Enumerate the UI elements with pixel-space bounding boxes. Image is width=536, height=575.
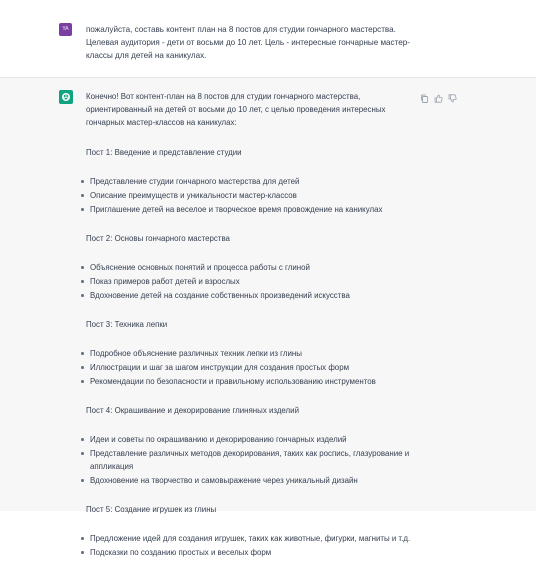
user-avatar: YA [59, 23, 72, 36]
post-heading: Пост 2: Основы гончарного мастерства [86, 234, 230, 243]
thumbs-down-icon[interactable] [448, 90, 457, 99]
list-item: Представление студии гончарного мастерства для детей [86, 175, 421, 188]
assistant-message [0, 78, 536, 557]
post-heading: Пост 5: Создание игрушек из глины [86, 505, 217, 514]
post-heading: Пост 1: Введение и представление студии [86, 148, 242, 157]
message-actions [420, 90, 460, 100]
list-item: Рекомендации по безопасности и правильному использованию инструментов [86, 375, 421, 388]
list-item: Подробное объяснение различных техник лепки из глины [86, 347, 421, 360]
assistant-message-body [86, 90, 421, 575]
post-items [86, 347, 421, 388]
list-item: Описание преимуществ и уникальности мастер-классов [86, 189, 421, 202]
list-item: Вдохновение детей на создание собственных произведений искусства [86, 289, 421, 302]
list-item: Предложение идей для создания игрушек, таких как животные, фигурки, магниты и т.д. [86, 532, 421, 545]
list-item: Подсказки по созданию простых и веселых форм [86, 546, 421, 559]
assistant-intro: Конечно! Вот контент-план на 8 постов для студии гончарного мастерства, ориентированный на детей от восьми до 10 лет, с целью проведения интересных гончарных мастер-классов на каникулах: [86, 92, 386, 127]
list-item: Объяснение основных понятий и процесса работы с глиной [86, 261, 421, 274]
list-item: Иллюстрации и шаг за шагом инструкции для создания простых форм [86, 361, 421, 374]
list-item: Показ примеров работ детей и взрослых [86, 275, 421, 288]
thumbs-up-icon[interactable] [434, 90, 443, 99]
post-heading: Пост 4: Окрашивание и декорирование глиняных изделий [86, 406, 299, 415]
post-items [86, 532, 421, 559]
list-item: Приглашение детей на веселое и творческое время провождение на каникулах [86, 203, 421, 216]
post-items [86, 433, 421, 487]
list-item: Вдохновение на творчество и самовыражение через уникальный дизайн [86, 474, 421, 487]
post-items [86, 175, 421, 216]
user-message-text: пожалуйста, составь контент план на 8 постов для студии гончарного мастерства. Целевая аудитория - дети от восьми до 10 лет. Цель - интересные гончарные мастер-классы для детей на каникулах. [86, 25, 410, 60]
copy-icon[interactable] [420, 90, 429, 99]
list-item: Идеи и советы по окрашиванию и декорированию гончарных изделий [86, 433, 421, 446]
user-message [0, 0, 536, 78]
post-heading: Пост 3: Техника лепки [86, 320, 168, 329]
post-items [86, 261, 421, 302]
openai-logo-icon [59, 90, 73, 104]
list-item: Представление различных методов декорирования, таких как роспись, глазурование и аппликация [86, 447, 421, 473]
